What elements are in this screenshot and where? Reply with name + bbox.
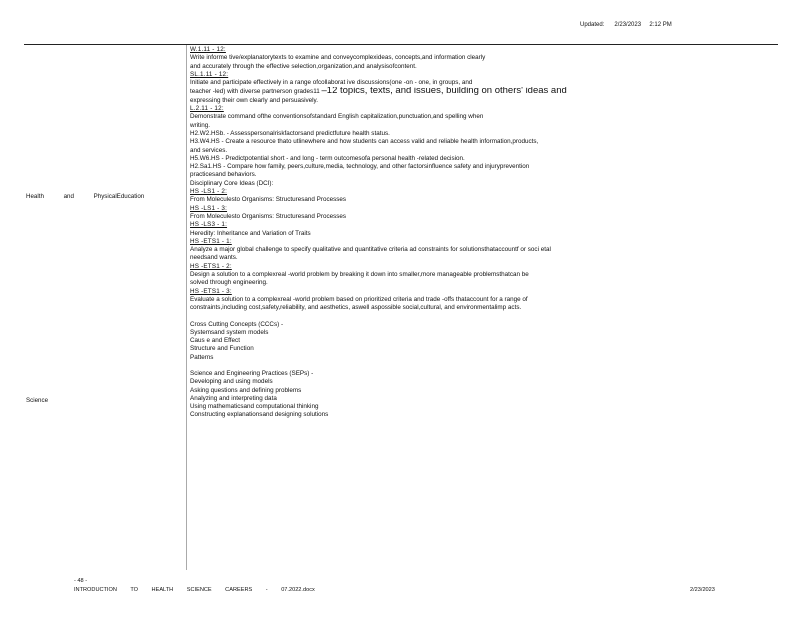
standard-code: HS -LS3 - 1: (190, 221, 228, 229)
standard-text: Design a solution to a complexreal -world problem by breaking it down into smaller,more manageable problemsthatcan be (190, 271, 529, 279)
standard-text: Heredity: Inheritance and Variation of Traits (190, 229, 311, 237)
standard-text: needsand wants. (190, 254, 238, 262)
spacer (190, 362, 775, 370)
health-standard: practicesand behaviors. (190, 171, 257, 179)
standards-content (190, 46, 775, 420)
standard-text: From Moleculesto Organisms: Structuresand Processes (190, 196, 347, 204)
standard-code: W.1.11 - 12: (190, 46, 226, 53)
standard-code: HS -ETS1 - 1: (190, 237, 232, 245)
standard-text: and accurately through the effective selection,organization,and analysisofcontent. (190, 62, 417, 70)
health-standard: and services. (190, 146, 228, 154)
standard-text (190, 87, 775, 96)
standard-code: HS -LS1 - 3: (190, 204, 228, 212)
standard-text: Demonstrate command ofthe conventionsofstandard English capitalization,punctuation,and spelling when (190, 113, 484, 121)
ccc-item: Structure and Function (190, 345, 254, 353)
sep-heading: Science and Engineering Practices (SEPs) - (190, 369, 314, 377)
health-standard: H5.W6.HS - Predictpotential short - and long - term outcomesofa personal health -related decision. (190, 154, 465, 162)
page-number: - 48 - (74, 578, 88, 584)
ccc-item: Caus e and Effect (190, 337, 240, 345)
standard-text: Write informe tive/explanatorytexts to examine and conveycomplexideas, concepts,and information clearly (190, 54, 486, 62)
health-standard: H2.W2.HSb. - Assesspersonalriskfactorsand predictfuture health status. (190, 129, 390, 137)
standard-text: expressing their own clearly and persuasively. (190, 96, 318, 104)
standard-text: solved through engineering. (190, 279, 268, 287)
sep-item: Asking questions and defining problems (190, 386, 302, 394)
sep-item: Constructing explanationsand designing solutions (190, 411, 329, 419)
standard-code: L.2.11 - 12: (190, 105, 224, 113)
ccc-item: Patterns (190, 353, 214, 361)
updated-time: 2:12 PM (649, 22, 672, 28)
footer-date: 2/23/2023 (690, 587, 715, 593)
standard-text: constraints,including cost,safety,reliability, and aesthetics, aswell aspossible social,cultural, and environmentalimp acts. (190, 304, 522, 312)
header-rule (24, 44, 778, 45)
sep-item: Using mathematicsand computational thinking (190, 403, 319, 411)
standard-text: writing. (190, 121, 210, 129)
standard-text-large: –12 topics, texts, and issues, building on others' ideas and (321, 87, 567, 97)
updated-date: 2/23/2023 (614, 22, 642, 28)
standard-code: SL.1.11 - 12: (190, 70, 229, 78)
column-divider (186, 45, 187, 570)
standard-code: HS -LS1 - 2: (190, 188, 228, 196)
ccc-heading: Cross Cutting Concepts (CCCs) - (190, 320, 284, 328)
sep-item: Developing and using models (190, 378, 273, 386)
standard-text: Analyze a major global challenge to specify qualitative and quantitative criteria ad constraints for solutionsthataccountf or soci etal (190, 246, 551, 254)
updated-label: Updated: (580, 22, 605, 28)
subject-science: Science (26, 397, 49, 404)
standard-text: From Moleculesto Organisms: Structuresand Processes (190, 212, 347, 220)
spacer (190, 313, 775, 321)
sep-item: Analyzing and interpreting data (190, 394, 277, 402)
health-standard: H3.W4.HS - Create a resource thato utlinewhere and how students can access valid and reliable health information,products, (190, 138, 539, 146)
subject-health: Health and PhysicalEducation (26, 193, 145, 200)
updated-stamp (580, 22, 672, 28)
standard-text: Initiate and participate effectively in a range ofcollaborat ive discussions(one -on - one, in groups, and (190, 79, 473, 87)
ccc-item: Systemsand system models (190, 328, 269, 336)
dci-heading: Disciplinary Core Ideas (DCI): (190, 179, 274, 187)
standard-text: Evaluate a solution to a complexreal -world problem based on prioritized criteria and trade -offs thataccount for a range of (190, 295, 528, 303)
standard-code: HS -ETS1 - 3: (190, 287, 232, 295)
standard-code: HS -ETS1 - 2: (190, 262, 232, 270)
footer-document-name: INTRODUCTION TO HEALTH SCIENCE CAREERS - 07.2022.docx (74, 587, 315, 593)
standard-text-part: teacher -led) with diverse partnerson grades11 (190, 88, 320, 96)
health-standard: H2.Sa1.HS - Compare how family, peers,culture,media, technology, and other factorsinfluence safety and injuryprevention (190, 163, 530, 171)
